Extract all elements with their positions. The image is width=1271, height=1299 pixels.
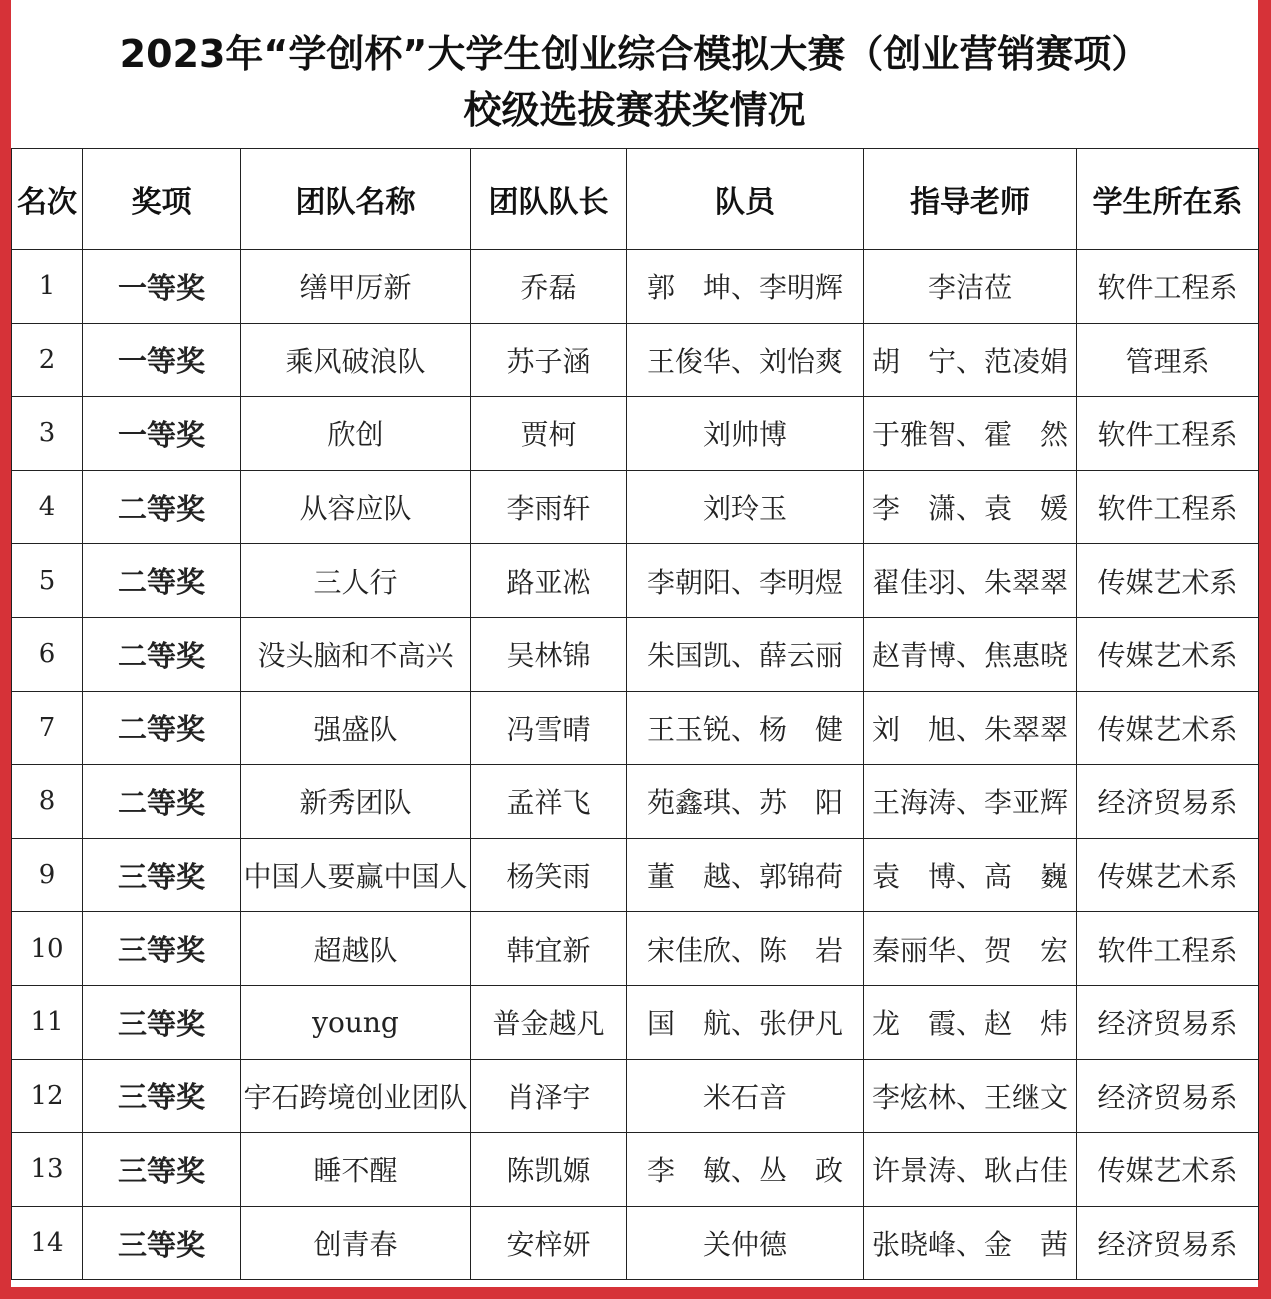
cell-advisor: 胡 宁、范凌娟 (864, 323, 1077, 397)
cell-advisor: 龙 霞、赵 炜 (864, 985, 1077, 1059)
cell-dept: 经济贸易系 (1077, 765, 1259, 839)
cell-team: 强盛队 (241, 691, 471, 765)
cell-advisor: 刘 旭、朱翠翠 (864, 691, 1077, 765)
cell-team: 欣创 (241, 397, 471, 471)
cell-rank: 4 (12, 470, 83, 544)
cell-dept: 传媒艺术系 (1077, 691, 1259, 765)
cell-award: 一等奖 (83, 323, 241, 397)
cell-advisor: 秦丽华、贺 宏 (864, 912, 1077, 986)
table-row (12, 1059, 1259, 1133)
cell-advisor: 张晓峰、金 茜 (864, 1206, 1077, 1280)
cell-captain: 冯雪晴 (471, 691, 627, 765)
cell-members: 米石音 (627, 1059, 864, 1133)
cell-award: 一等奖 (83, 397, 241, 471)
cell-rank: 8 (12, 765, 83, 839)
table-row (12, 765, 1259, 839)
header-rank: 名次 (12, 149, 83, 250)
table-row (12, 912, 1259, 986)
cell-rank: 11 (12, 985, 83, 1059)
header-award: 奖项 (83, 149, 241, 250)
cell-dept: 传媒艺术系 (1077, 1133, 1259, 1207)
cell-captain: 孟祥飞 (471, 765, 627, 839)
cell-members: 朱国凯、薛云丽 (627, 617, 864, 691)
cell-dept: 传媒艺术系 (1077, 617, 1259, 691)
cell-members: 郭 坤、李明辉 (627, 250, 864, 324)
header-members: 队员 (627, 149, 864, 250)
cell-members: 宋佳欣、陈 岩 (627, 912, 864, 986)
table-row (12, 323, 1259, 397)
cell-dept: 软件工程系 (1077, 250, 1259, 324)
cell-team: 三人行 (241, 544, 471, 618)
cell-rank: 5 (12, 544, 83, 618)
cell-rank: 13 (12, 1133, 83, 1207)
cell-captain: 贾柯 (471, 397, 627, 471)
cell-captain: 路亚凇 (471, 544, 627, 618)
table-row (12, 691, 1259, 765)
cell-captain: 杨笑雨 (471, 838, 627, 912)
awards-table (11, 148, 1259, 1280)
cell-team: 乘风破浪队 (241, 323, 471, 397)
cell-dept: 传媒艺术系 (1077, 838, 1259, 912)
cell-members: 王俊华、刘怡爽 (627, 323, 864, 397)
cell-captain: 吴林锦 (471, 617, 627, 691)
table-body (12, 250, 1259, 1280)
title-line-1: 2023年“学创杯”大学生创业综合模拟大赛（创业营销赛项） (119, 32, 1150, 76)
cell-team: young (241, 985, 471, 1059)
table-row (12, 838, 1259, 912)
cell-advisor: 李 潇、袁 媛 (864, 470, 1077, 544)
cell-advisor: 翟佳羽、朱翠翠 (864, 544, 1077, 618)
header-captain: 团队队长 (471, 149, 627, 250)
cell-award: 三等奖 (83, 912, 241, 986)
cell-team: 新秀团队 (241, 765, 471, 839)
cell-captain: 李雨轩 (471, 470, 627, 544)
cell-advisor: 袁 博、高 巍 (864, 838, 1077, 912)
cell-team: 睡不醒 (241, 1133, 471, 1207)
cell-advisor: 李炫林、王继文 (864, 1059, 1077, 1133)
cell-members: 苑鑫琪、苏 阳 (627, 765, 864, 839)
cell-award: 二等奖 (83, 691, 241, 765)
cell-award: 二等奖 (83, 765, 241, 839)
cell-members: 刘玲玉 (627, 470, 864, 544)
title-line-2: 校级选拔赛获奖情况 (463, 88, 806, 132)
cell-dept: 传媒艺术系 (1077, 544, 1259, 618)
frame-bottom (0, 1287, 1271, 1299)
cell-captain: 苏子涵 (471, 323, 627, 397)
cell-rank: 6 (12, 617, 83, 691)
table-row (12, 250, 1259, 324)
cell-team: 中国人要赢中国人 (241, 838, 471, 912)
cell-rank: 12 (12, 1059, 83, 1133)
header-row (12, 149, 1259, 250)
cell-advisor: 李洁莅 (864, 250, 1077, 324)
cell-rank: 2 (12, 323, 83, 397)
cell-award: 三等奖 (83, 1059, 241, 1133)
header-team: 团队名称 (241, 149, 471, 250)
cell-captain: 陈凯嫄 (471, 1133, 627, 1207)
table-row (12, 544, 1259, 618)
cell-members: 关仲德 (627, 1206, 864, 1280)
cell-rank: 7 (12, 691, 83, 765)
cell-captain: 乔磊 (471, 250, 627, 324)
cell-award: 二等奖 (83, 617, 241, 691)
table-row (12, 1133, 1259, 1207)
table-row (12, 1206, 1259, 1280)
cell-members: 国 航、张伊凡 (627, 985, 864, 1059)
cell-award: 二等奖 (83, 544, 241, 618)
table-row (12, 617, 1259, 691)
cell-team: 缮甲厉新 (241, 250, 471, 324)
cell-rank: 10 (12, 912, 83, 986)
document-title (11, 0, 1258, 148)
cell-advisor: 于雅智、霍 然 (864, 397, 1077, 471)
cell-dept: 经济贸易系 (1077, 985, 1259, 1059)
cell-award: 三等奖 (83, 985, 241, 1059)
cell-dept: 软件工程系 (1077, 397, 1259, 471)
table-row (12, 470, 1259, 544)
cell-award: 二等奖 (83, 470, 241, 544)
cell-captain: 肖泽宇 (471, 1059, 627, 1133)
cell-rank: 3 (12, 397, 83, 471)
header-advisor: 指导老师 (864, 149, 1077, 250)
cell-members: 李朝阳、李明煜 (627, 544, 864, 618)
cell-captain: 安梓妍 (471, 1206, 627, 1280)
cell-award: 三等奖 (83, 1133, 241, 1207)
cell-award: 三等奖 (83, 838, 241, 912)
cell-members: 董 越、郭锦荷 (627, 838, 864, 912)
table-row (12, 397, 1259, 471)
cell-dept: 经济贸易系 (1077, 1206, 1259, 1280)
cell-rank: 9 (12, 838, 83, 912)
cell-rank: 14 (12, 1206, 83, 1280)
cell-team: 没头脑和不高兴 (241, 617, 471, 691)
table-row (12, 985, 1259, 1059)
cell-members: 刘帅博 (627, 397, 864, 471)
cell-captain: 普金越凡 (471, 985, 627, 1059)
cell-members: 李 敏、丛 政 (627, 1133, 864, 1207)
cell-advisor: 赵青博、焦惠晓 (864, 617, 1077, 691)
cell-team: 宇石跨境创业团队 (241, 1059, 471, 1133)
cell-dept: 管理系 (1077, 323, 1259, 397)
cell-team: 超越队 (241, 912, 471, 986)
cell-captain: 韩宜新 (471, 912, 627, 986)
cell-award: 三等奖 (83, 1206, 241, 1280)
cell-team: 创青春 (241, 1206, 471, 1280)
cell-advisor: 王海涛、李亚辉 (864, 765, 1077, 839)
cell-rank: 1 (12, 250, 83, 324)
cell-dept: 经济贸易系 (1077, 1059, 1259, 1133)
cell-dept: 软件工程系 (1077, 470, 1259, 544)
cell-advisor: 许景涛、耿占佳 (864, 1133, 1077, 1207)
cell-team: 从容应队 (241, 470, 471, 544)
header-dept: 学生所在系 (1077, 149, 1259, 250)
cell-award: 一等奖 (83, 250, 241, 324)
cell-members: 王玉锐、杨 健 (627, 691, 864, 765)
cell-dept: 软件工程系 (1077, 912, 1259, 986)
